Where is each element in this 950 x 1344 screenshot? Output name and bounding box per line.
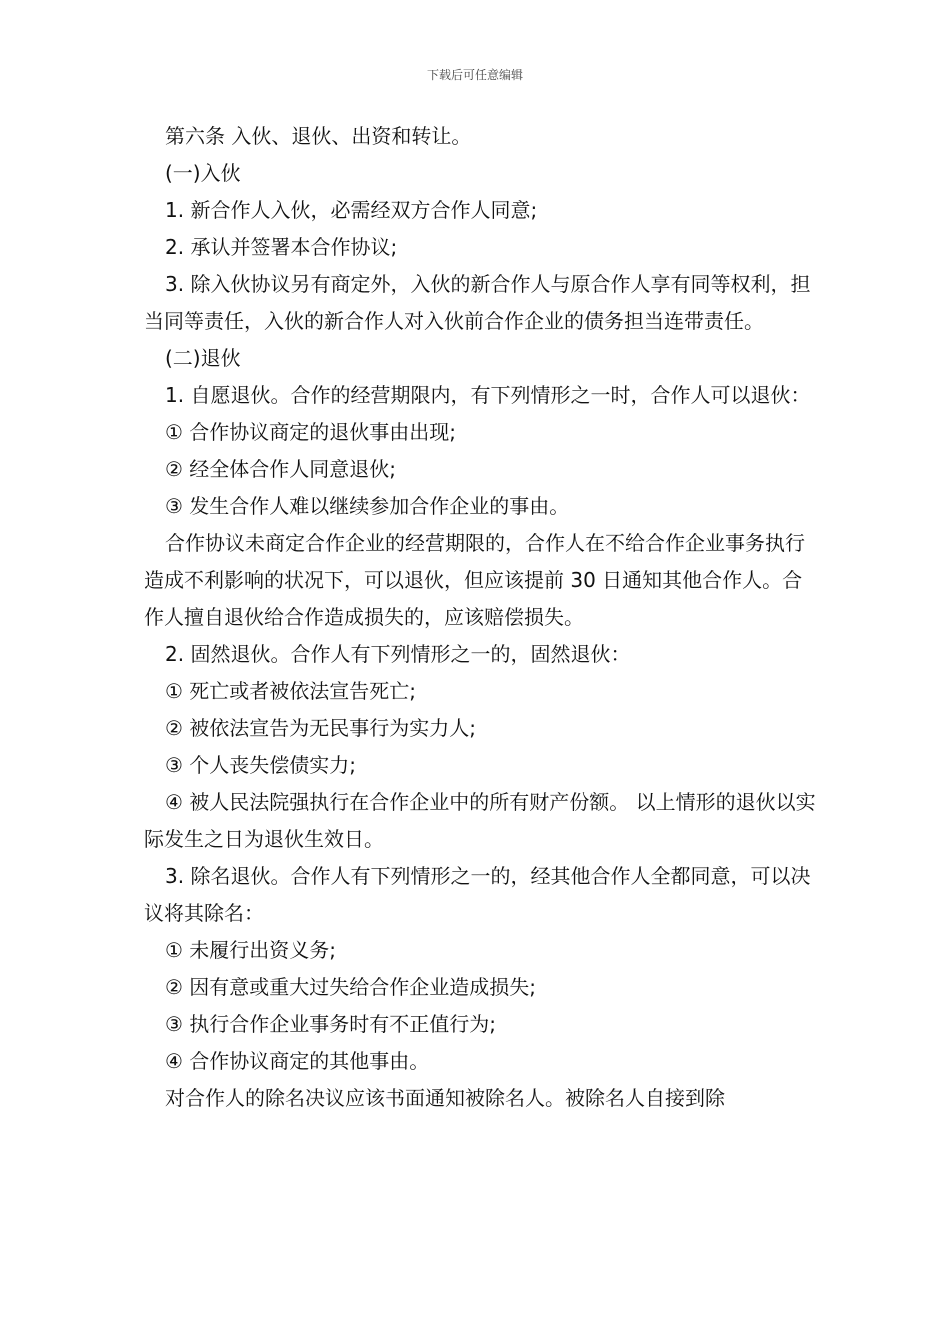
paragraph: 1. 新合作人入伙，必需经双方合作人同意; — [165, 198, 538, 222]
paragraph: 3. 除名退伙。合作人有下列情形之一的，经其他合作人全都同意，可以决议将其除名： — [144, 864, 811, 925]
article-heading: 第六条 入伙、退伙、出资和转让。 — [165, 124, 472, 148]
section-heading-withdraw: (二)退伙 — [165, 346, 241, 370]
list-item: ④ 合作协议商定的其他事由。 — [165, 1049, 430, 1073]
list-item: ④ 被人民法院强执行在合作企业中的所有财产份额。 以上情形的退伙以实际发生之日为退伙生效日。 — [144, 790, 816, 851]
paragraph: 2. 固然退伙。合作人有下列情形之一的，固然退伙： — [165, 642, 631, 666]
list-item: ② 经全体合作人同意退伙; — [165, 457, 397, 481]
document-body — [144, 118, 820, 1117]
paragraph: 2. 承认并签署本合作协议; — [165, 235, 398, 259]
list-item: ③ 执行合作企业事务时有不正值行为; — [165, 1012, 497, 1036]
paragraph: 3. 除入伙协议另有商定外，入伙的新合作人与原合作人享有同等权利，担当同等责任，入伙的新合作人对入伙前合作企业的债务担当连带责任。 — [144, 272, 811, 333]
list-item: ② 因有意或重大过失给合作企业造成损失; — [165, 975, 537, 999]
list-item: ① 死亡或者被依法宣告死亡; — [165, 679, 417, 703]
section-heading-join: (一)入伙 — [165, 161, 241, 185]
page-header: 下载后可任意编辑 — [426, 68, 523, 82]
paragraph: 对合作人的除名决议应该书面通知被除名人。被除名人自接到除 — [165, 1086, 725, 1110]
paragraph: 合作协议未商定合作企业的经营期限的，合作人在不给合作企业事务执行造成不利影响的状况下，可以退伙，但应该提前 30 日通知其他合作人。合作人擅自退伙给合作造成损失的，应该赔偿损失。 — [144, 531, 805, 629]
list-item: ① 合作协议商定的退伙事由出现; — [165, 420, 457, 444]
list-item: ③ 个人丧失偿债实力; — [165, 753, 357, 777]
list-item: ② 被依法宣告为无民事行为实力人; — [165, 716, 477, 740]
list-item: ① 未履行出资义务; — [165, 938, 337, 962]
list-item: ③ 发生合作人难以继续参加合作企业的事由。 — [165, 494, 570, 518]
paragraph: 1. 自愿退伙。合作的经营期限内，有下列情形之一时，合作人可以退伙： — [165, 383, 811, 407]
